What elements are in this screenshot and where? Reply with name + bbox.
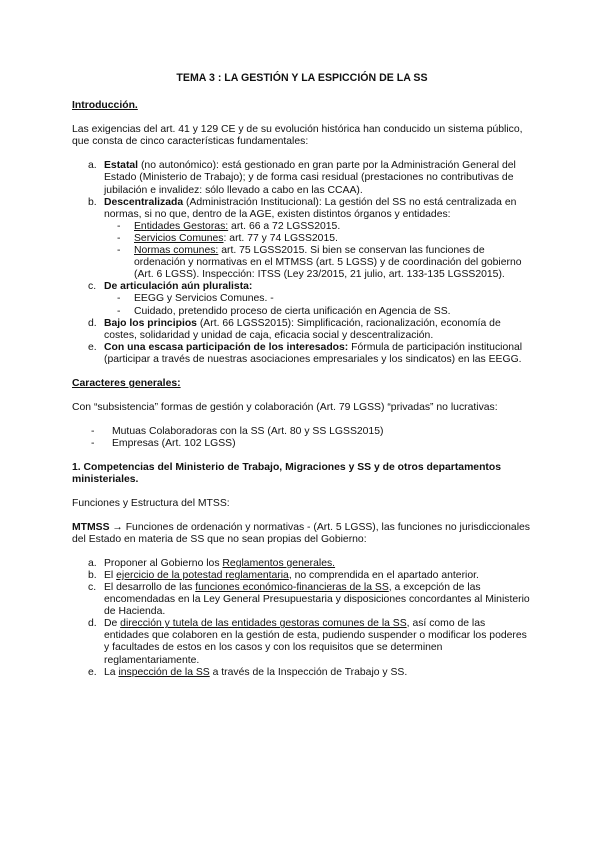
- intro-heading: Introducción.: [72, 100, 138, 112]
- list-marker: c.: [88, 582, 97, 593]
- list-item: [88, 160, 532, 196]
- list-item: [88, 281, 532, 317]
- section1-subtitle: Funciones y Estructura del MTSS:: [72, 497, 230, 509]
- item-text: Empresas (Art. 102 LGSS): [112, 438, 236, 450]
- list-marker: d.: [88, 317, 97, 329]
- list-item: [91, 438, 532, 450]
- list-item: [91, 426, 532, 438]
- sub-list-item: [117, 293, 532, 305]
- item-bold: Con una escasa participación de los interesados:: [104, 341, 349, 353]
- page-title: TEMA 3 : LA GESTIÓN Y LA ESPICCIÓN DE LA SS: [176, 72, 428, 84]
- item-bold: Descentralizada: [104, 196, 184, 208]
- list-marker: e.: [88, 666, 97, 678]
- sub-item-text: Cuidado, pretendido proceso de cierta unificación en Agencia de SS.: [134, 305, 451, 317]
- list-marker: d.: [88, 618, 97, 630]
- reglamentos-link[interactable]: Reglamentos generales.: [222, 557, 336, 569]
- list-marker: a.: [88, 557, 97, 569]
- item-text: , no comprendida en el apartado anterior.: [288, 569, 479, 581]
- dash-marker: -: [91, 426, 95, 438]
- caracteres-heading: Caracteres generales:: [72, 377, 181, 389]
- list-marker: c.: [88, 281, 97, 293]
- sub-list-item: [117, 245, 532, 281]
- mtmss-text: → Funciones de ordenación y normativas - (Art. 5 LGSS), las funciones no jurisdiccionales del Estado en materia de SS que no sean propias del Gobierno:: [72, 521, 530, 545]
- list-marker: a.: [88, 160, 97, 172]
- dash-marker: -: [117, 232, 121, 244]
- sub-list-item: [117, 305, 532, 318]
- item-bold: Estatal: [104, 160, 139, 172]
- item-text: El desarrollo de las: [104, 582, 196, 593]
- item-text: El: [104, 569, 117, 581]
- list-item: [88, 196, 532, 282]
- list-item: [88, 666, 532, 679]
- item-text: Fórmula de participación institucional (participar a través de nuestras asociaciones empresariales y los sindicatos) en las EEGG.: [104, 341, 523, 365]
- dash-marker: -: [91, 438, 95, 450]
- item-text: La: [104, 666, 119, 678]
- dash-marker: -: [117, 305, 121, 317]
- item-text: (no autonómico): está gestionado en gran parte por la Administración General del Estado (Ministerio de Trabajo); y de forma casi residual (prestaciones no contributivas de jubilación e invalidez: sólo llevado a cabo en las CCAA).: [104, 160, 516, 196]
- funciones-link[interactable]: funciones económico-financieras de la SS: [195, 582, 389, 593]
- item-text: Proponer al Gobierno los: [104, 557, 223, 569]
- item-text: a través de la Inspección de Trabajo y SS.: [209, 666, 408, 678]
- item-text: , así como de las entidades que colaboren en la gestión de esta, pudiendo suspender o modificar los poderes y facultades de estos en los casos y con los requisitos que se determinen reglamentariamente.: [104, 618, 527, 666]
- sub-list: [104, 293, 532, 317]
- item-text: De: [104, 618, 121, 630]
- servicios-comunes-link[interactable]: Servicios Comunes: [134, 232, 224, 244]
- dash-marker: -: [117, 245, 121, 257]
- item-bold: Bajo los principios: [104, 317, 197, 329]
- inspeccion-link[interactable]: inspección de la SS: [118, 666, 210, 678]
- sub-item-text: art. 75 LGSS2015. Si bien se conservan las funciones de ordenación y normativas en el MTMSS (art. 5 LGSS) y de coordinación del gobierno (Art. 6 LGSS). Inspección: ITSS (Ley 23/2015, 21 julio, art. 133-135 LGSS2015).: [134, 245, 522, 281]
- sub-item-text: : art. 77 y 74 LGSS2015.: [223, 232, 338, 244]
- list-item: [88, 557, 532, 570]
- mtmss-paragraph: [72, 522, 532, 546]
- dash-marker: -: [117, 220, 121, 232]
- list-item: [88, 341, 532, 366]
- list-marker: e.: [88, 341, 97, 353]
- list-item: [88, 569, 532, 582]
- sub-item-text: art. 66 a 72 LGSS2015.: [228, 220, 341, 232]
- list-marker: b.: [88, 569, 97, 581]
- item-text: Mutuas Colaboradoras con la SS (Art. 80 y SS LGSS2015): [112, 426, 384, 438]
- list-item: [88, 582, 532, 618]
- intro-list: [72, 160, 532, 366]
- list-item: [88, 317, 532, 342]
- item-text: (Art. 66 LGSS2015): Simplificación, racionalización, economía de costes, solidaridad y unidad de caja, eficacia social y descentralización.: [104, 317, 501, 341]
- sub-list: [104, 221, 532, 281]
- potestad-link[interactable]: ejercicio de la potestad reglamentaria: [116, 569, 289, 581]
- normas-comunes-link[interactable]: Normas comunes:: [134, 245, 219, 257]
- dash-marker: -: [117, 293, 121, 305]
- sub-list-item: [117, 232, 532, 245]
- intro-paragraph: Las exigencias del art. 41 y 129 CE y de su evolución histórica han conducido un sistema público, que consta de cinco características fundamentales:: [72, 124, 523, 148]
- list-marker: b.: [88, 196, 97, 208]
- caracteres-list: [72, 426, 532, 450]
- document-page: [72, 72, 532, 691]
- mtmss-list: [72, 558, 532, 679]
- item-text: (Administración Institucional): La gestión del SS no está centralizada en normas, si no que, dentro de la AGE, existen distintos órganos y entidades:: [104, 196, 517, 220]
- section1-heading: 1. Competencias del Ministerio de Trabajo, Migraciones y SS y de otros departamentos ministeriales.: [72, 462, 502, 486]
- caracteres-paragraph: Con “subsistencia” formas de gestión y colaboración (Art. 79 LGSS) “privadas” no lucrativas:: [72, 402, 498, 414]
- list-item: [88, 618, 532, 666]
- item-bold: De articulación aún pluralista:: [104, 281, 253, 293]
- sub-list-item: [117, 220, 532, 233]
- sub-item-text: EEGG y Servicios Comunes. -: [134, 293, 274, 305]
- direccion-link[interactable]: dirección y tutela de las entidades gestoras comunes de la SS: [120, 618, 407, 630]
- mtmss-bold: MTMSS: [72, 521, 110, 533]
- item-text: , a excepción de las encomendadas en la Ley General Presupuestaria y disposiciones concordantes al Ministerio de Hacienda.: [104, 582, 530, 618]
- entidades-gestoras-link[interactable]: Entidades Gestoras:: [134, 220, 229, 232]
